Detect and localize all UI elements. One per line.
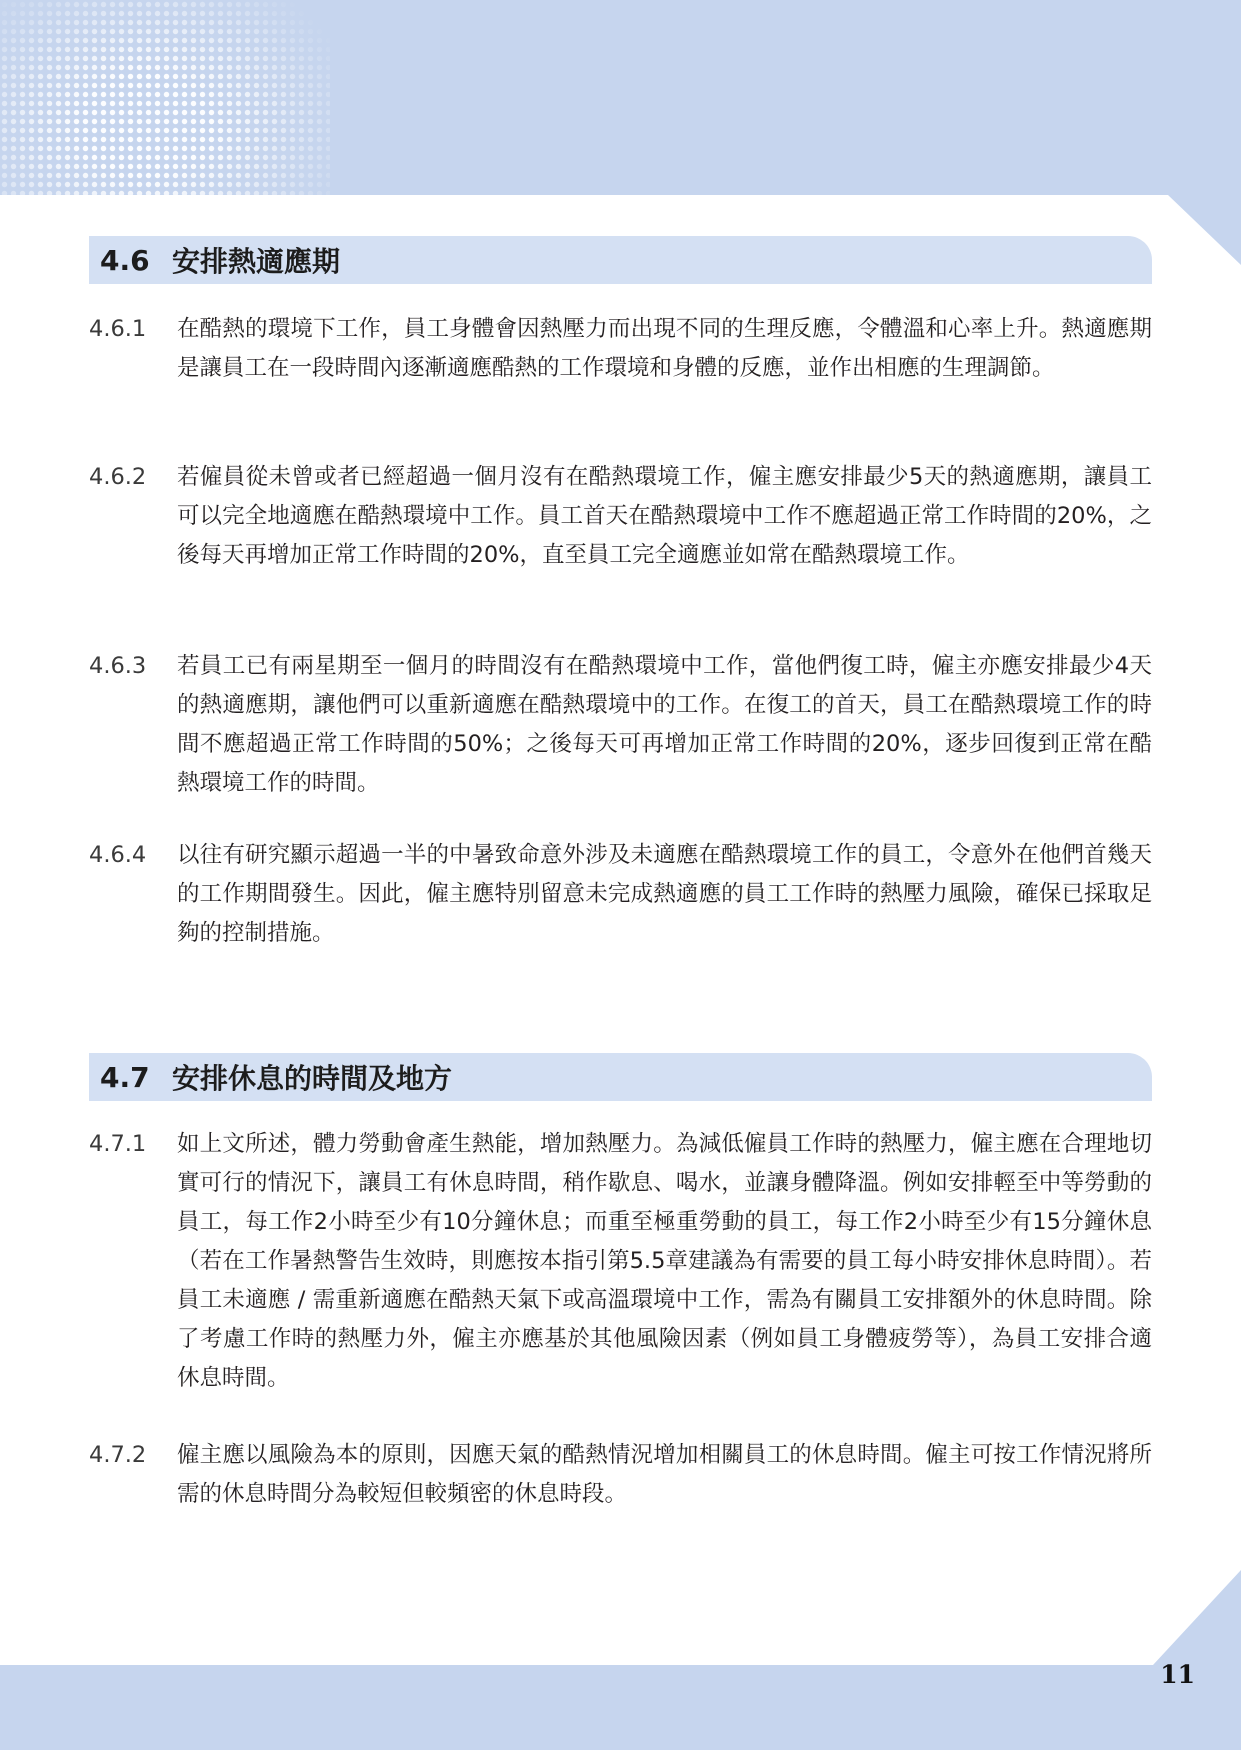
section-heading-4-6 [89,236,1152,284]
clause-text: 若員工已有兩星期至一個月的時間沒有在酷熱環境中工作，當他們復工時，僱主亦應安排最少4天的熱適應期，讓他們可以重新適應在酷熱環境中的工作。在復工的首天，員工在酷熱環境工作的時間不應超過正常工作時間的50%；之後每天可再增加正常工作時間的20%，逐步回復到正常在酷熱環境工作的時間。 [177,653,1152,796]
page-number: 11 [1160,1660,1195,1689]
section-heading-4-7 [89,1053,1152,1101]
clause-4-6-1 [89,310,1152,388]
section-number: 4.7 [100,1060,150,1094]
clause-text: 若僱員從未曾或者已經超過一個月沒有在酷熱環境工作，僱主應安排最少5天的熱適應期，讓員工可以完全地適應在酷熱環境中工作。員工首天在酷熱環境中工作不應超過正常工作時間的20%，之後每天再增加正常工作時間的20%，直至員工完全適應並如常在酷熱環境工作。 [177,464,1152,568]
section-title: 安排熱適應期 [172,245,341,278]
clause-number: 4.6.2 [89,464,147,490]
clause-text: 在酷熱的環境下工作，員工身體會因熱壓力而出現不同的生理反應，令體溫和心率上升。熱適應期是讓員工在一段時間內逐漸適應酷熱的工作環境和身體的反應，並作出相應的生理調節。 [177,316,1152,381]
clause-number: 4.7.2 [89,1442,147,1468]
halftone-dot-pattern [0,0,330,200]
clause-number: 4.7.1 [89,1131,147,1157]
clause-4-7-1 [89,1125,1152,1398]
clause-text: 僱主應以風險為本的原則，因應天氣的酷熱情況增加相關員工的休息時間。僱主可按工作情況將所需的休息時間分為較短但較頻密的休息時段。 [177,1442,1152,1507]
clause-text: 以往有研究顯示超過一半的中暑致命意外涉及未適應在酷熱環境工作的員工，令意外在他們首幾天的工作期間發生。因此，僱主應特別留意未完成熱適應的員工工作時的熱壓力風險，確保已採取足夠的控制措施。 [177,842,1152,946]
clause-number: 4.6.1 [89,316,147,342]
clause-text: 如上文所述，體力勞動會產生熱能，增加熱壓力。為減低僱員工作時的熱壓力，僱主應在合理地切實可行的情況下，讓員工有休息時間，稍作歇息、喝水，並讓身體降溫。例如安排輕至中等勞動的員工，每工作2小時至少有10分鐘休息；而重至極重勞動的員工，每工作2小時至少有15分鐘休息（若在工作暑熱警告生效時，則應按本指引第5.5章建議為有需要的員工每小時安排休息時間）。若員工未適應 / 需重新適應在酷熱天氣下或高溫環境中工作，需為有關員工安排額外的休息時間。除了考慮工作時的熱壓力外，僱主亦應基於其他風險因素（例如員工身體疲勞等），為員工安排合適休息時間。 [177,1131,1152,1391]
section-number: 4.6 [100,243,150,277]
section-title: 安排休息的時間及地方 [172,1062,453,1095]
clause-number: 4.6.3 [89,653,147,679]
clause-4-6-4 [89,836,1152,953]
clause-4-6-2 [89,458,1152,575]
clause-4-6-3 [89,647,1152,803]
clause-4-7-2 [89,1436,1152,1514]
clause-number: 4.6.4 [89,842,147,868]
